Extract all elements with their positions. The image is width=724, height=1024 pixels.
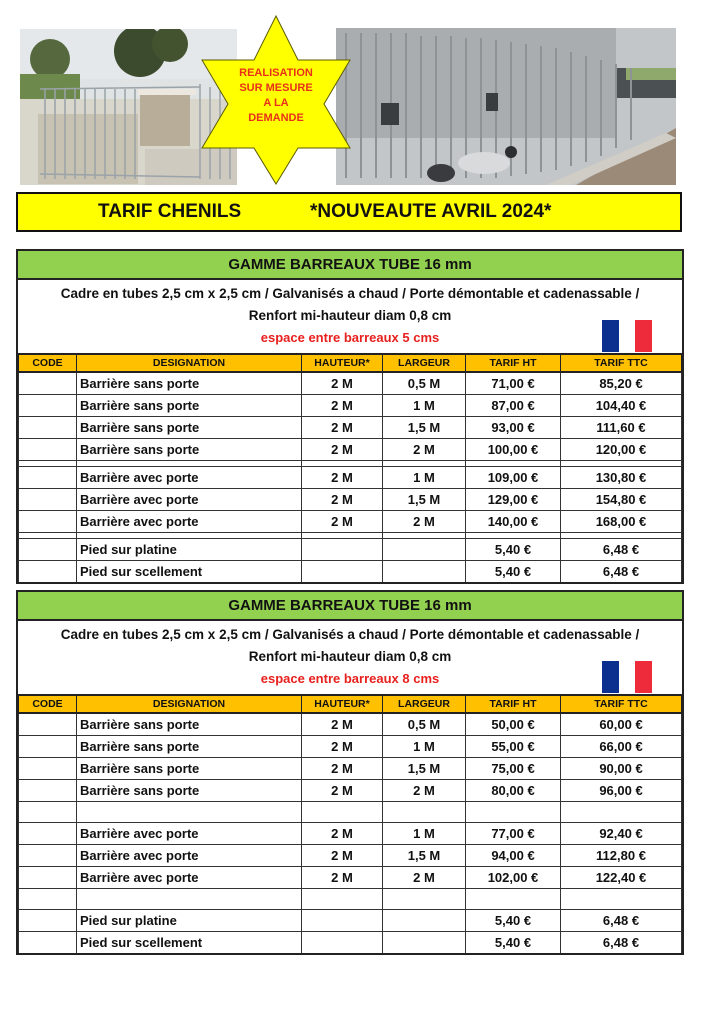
table-row: [19, 417, 682, 439]
column-header: TARIF TTC: [561, 695, 682, 713]
table-row: [19, 561, 682, 584]
table-row: [19, 713, 682, 736]
price-section-8cm: [16, 590, 684, 955]
designation-cell: Barrière sans porte: [77, 713, 302, 736]
table-row: [19, 372, 682, 395]
width-cell: [383, 932, 466, 955]
designation-cell: Pied sur scellement: [77, 932, 302, 955]
empty-cell: [383, 802, 466, 823]
table-row: [19, 758, 682, 780]
designation-cell: Barrière avec porte: [77, 489, 302, 511]
designation-cell: Barrière sans porte: [77, 758, 302, 780]
height-cell: 2 M: [302, 439, 383, 461]
empty-cell: [561, 889, 682, 910]
height-cell: [302, 932, 383, 955]
price-ttc-cell: 130,80 €: [561, 467, 682, 489]
star-badge-text: [200, 66, 352, 126]
table-row: [19, 467, 682, 489]
empty-cell: [466, 802, 561, 823]
column-header: DESIGNATION: [77, 695, 302, 713]
table-row: [19, 910, 682, 932]
table-row: [19, 823, 682, 845]
description-line-1: Cadre en tubes 2,5 cm x 2,5 cm / Galvanisés a chaud / Porte démontable et cadenassable /: [60, 627, 640, 642]
designation-cell: Pied sur scellement: [77, 561, 302, 584]
price-table: [18, 694, 682, 955]
code-cell: [19, 758, 77, 780]
designation-cell: Barrière avec porte: [77, 823, 302, 845]
width-cell: 1 M: [383, 823, 466, 845]
code-cell: [19, 867, 77, 889]
table-row: [19, 395, 682, 417]
code-cell: [19, 932, 77, 955]
kennel-photo-right: [336, 28, 676, 185]
column-header: TARIF TTC: [561, 354, 682, 372]
width-cell: [383, 910, 466, 932]
height-cell: 2 M: [302, 372, 383, 395]
description-line-2: Renfort mi-hauteur diam 0,8 cm: [248, 649, 452, 664]
price-ht-cell: 55,00 €: [466, 736, 561, 758]
empty-cell: [383, 889, 466, 910]
price-ttc-cell: 66,00 €: [561, 736, 682, 758]
section-title: GAMME BARREAUX TUBE 16 mm: [18, 249, 682, 280]
designation-cell: Pied sur platine: [77, 910, 302, 932]
price-ht-cell: 102,00 €: [466, 867, 561, 889]
height-cell: 2 M: [302, 758, 383, 780]
empty-cell: [302, 889, 383, 910]
price-ht-cell: 5,40 €: [466, 561, 561, 584]
price-ht-cell: 87,00 €: [466, 395, 561, 417]
price-ttc-cell: 92,40 €: [561, 823, 682, 845]
designation-cell: Barrière sans porte: [77, 439, 302, 461]
price-ttc-cell: 104,40 €: [561, 395, 682, 417]
section-description: [18, 621, 682, 694]
designation-cell: Barrière sans porte: [77, 395, 302, 417]
bar-spacing-note: espace entre barreaux 8 cms: [260, 671, 440, 686]
width-cell: 1 M: [383, 467, 466, 489]
height-cell: 2 M: [302, 823, 383, 845]
price-ttc-cell: 60,00 €: [561, 713, 682, 736]
price-ht-cell: 50,00 €: [466, 713, 561, 736]
width-cell: 1 M: [383, 395, 466, 417]
code-cell: [19, 417, 77, 439]
height-cell: 2 M: [302, 845, 383, 867]
french-flag-icon: [602, 320, 652, 352]
price-ht-cell: 71,00 €: [466, 372, 561, 395]
height-cell: 2 M: [302, 417, 383, 439]
french-flag-icon: [602, 661, 652, 693]
height-cell: 2 M: [302, 467, 383, 489]
width-cell: 1,5 M: [383, 489, 466, 511]
price-ttc-cell: 168,00 €: [561, 511, 682, 533]
price-ht-cell: 75,00 €: [466, 758, 561, 780]
price-section-5cm: [16, 249, 684, 584]
description-line-2: Renfort mi-hauteur diam 0,8 cm: [248, 308, 452, 323]
code-cell: [19, 736, 77, 758]
height-cell: [302, 910, 383, 932]
column-header-row: [19, 354, 682, 372]
width-cell: [383, 561, 466, 584]
column-header: LARGEUR: [383, 695, 466, 713]
price-ht-cell: 94,00 €: [466, 845, 561, 867]
column-header: TARIF HT: [466, 354, 561, 372]
flag-blue-band: [602, 661, 619, 693]
width-cell: [383, 539, 466, 561]
empty-cell: [561, 802, 682, 823]
price-ttc-cell: 6,48 €: [561, 910, 682, 932]
column-header: HAUTEUR*: [302, 354, 383, 372]
table-row: [19, 439, 682, 461]
code-cell: [19, 511, 77, 533]
column-header: CODE: [19, 354, 77, 372]
height-cell: 2 M: [302, 736, 383, 758]
column-header: TARIF HT: [466, 695, 561, 713]
designation-cell: Barrière avec porte: [77, 511, 302, 533]
price-ht-cell: 93,00 €: [466, 417, 561, 439]
price-ht-cell: 5,40 €: [466, 910, 561, 932]
column-header: DESIGNATION: [77, 354, 302, 372]
width-cell: 2 M: [383, 439, 466, 461]
height-cell: 2 M: [302, 489, 383, 511]
empty-cell: [19, 802, 77, 823]
designation-cell: Barrière sans porte: [77, 736, 302, 758]
height-cell: 2 M: [302, 780, 383, 802]
flag-red-band: [635, 661, 652, 693]
separator-row: [19, 802, 682, 823]
price-ttc-cell: 111,60 €: [561, 417, 682, 439]
description-line-1: Cadre en tubes 2,5 cm x 2,5 cm / Galvanisés a chaud / Porte démontable et cadenassable /: [60, 286, 640, 301]
height-cell: 2 M: [302, 511, 383, 533]
designation-cell: Pied sur platine: [77, 539, 302, 561]
code-cell: [19, 539, 77, 561]
price-ht-cell: 109,00 €: [466, 467, 561, 489]
price-ht-cell: 5,40 €: [466, 932, 561, 955]
price-ttc-cell: 122,40 €: [561, 867, 682, 889]
table-row: [19, 932, 682, 955]
height-cell: 2 M: [302, 395, 383, 417]
star-line: A LA: [263, 97, 289, 109]
flag-blue-band: [602, 320, 619, 352]
price-ht-cell: 129,00 €: [466, 489, 561, 511]
star-line: DEMANDE: [248, 112, 304, 124]
price-ht-cell: 100,00 €: [466, 439, 561, 461]
width-cell: 2 M: [383, 867, 466, 889]
code-cell: [19, 780, 77, 802]
price-ttc-cell: 90,00 €: [561, 758, 682, 780]
column-header-row: [19, 695, 682, 713]
price-ttc-cell: 6,48 €: [561, 932, 682, 955]
price-ttc-cell: 6,48 €: [561, 561, 682, 584]
column-header: LARGEUR: [383, 354, 466, 372]
width-cell: 1,5 M: [383, 758, 466, 780]
section-description: [18, 280, 682, 353]
designation-cell: Barrière sans porte: [77, 372, 302, 395]
width-cell: 1,5 M: [383, 845, 466, 867]
price-ttc-cell: 112,80 €: [561, 845, 682, 867]
star-line: SUR MESURE: [239, 82, 313, 94]
designation-cell: Barrière avec porte: [77, 845, 302, 867]
price-ttc-cell: 85,20 €: [561, 372, 682, 395]
table-row: [19, 489, 682, 511]
code-cell: [19, 439, 77, 461]
separator-row: [19, 889, 682, 910]
price-ttc-cell: 96,00 €: [561, 780, 682, 802]
designation-cell: Barrière avec porte: [77, 867, 302, 889]
price-ht-cell: 77,00 €: [466, 823, 561, 845]
bar-spacing-note: espace entre barreaux 5 cms: [260, 330, 440, 345]
height-cell: 2 M: [302, 867, 383, 889]
title-banner: [16, 192, 682, 232]
empty-cell: [77, 802, 302, 823]
height-cell: 2 M: [302, 713, 383, 736]
page-subtitle: *NOUVEAUTE AVRIL 2024*: [310, 201, 552, 222]
table-row: [19, 867, 682, 889]
price-ttc-cell: 6,48 €: [561, 539, 682, 561]
width-cell: 0,5 M: [383, 372, 466, 395]
designation-cell: Barrière sans porte: [77, 780, 302, 802]
code-cell: [19, 372, 77, 395]
price-ht-cell: 140,00 €: [466, 511, 561, 533]
code-cell: [19, 845, 77, 867]
height-cell: [302, 561, 383, 584]
code-cell: [19, 910, 77, 932]
designation-cell: Barrière avec porte: [77, 467, 302, 489]
price-ttc-cell: 154,80 €: [561, 489, 682, 511]
width-cell: 2 M: [383, 511, 466, 533]
empty-cell: [302, 802, 383, 823]
flag-red-band: [635, 320, 652, 352]
price-ht-cell: 5,40 €: [466, 539, 561, 561]
code-cell: [19, 823, 77, 845]
width-cell: 1,5 M: [383, 417, 466, 439]
designation-cell: Barrière sans porte: [77, 417, 302, 439]
code-cell: [19, 713, 77, 736]
empty-cell: [466, 889, 561, 910]
code-cell: [19, 489, 77, 511]
code-cell: [19, 395, 77, 417]
price-ttc-cell: 120,00 €: [561, 439, 682, 461]
column-header: HAUTEUR*: [302, 695, 383, 713]
star-line: REALISATION: [239, 67, 313, 79]
table-row: [19, 511, 682, 533]
width-cell: 0,5 M: [383, 713, 466, 736]
width-cell: 2 M: [383, 780, 466, 802]
price-ht-cell: 80,00 €: [466, 780, 561, 802]
height-cell: [302, 539, 383, 561]
empty-cell: [77, 889, 302, 910]
table-row: [19, 780, 682, 802]
column-header: CODE: [19, 695, 77, 713]
price-table: [18, 353, 682, 584]
table-row: [19, 845, 682, 867]
table-row: [19, 736, 682, 758]
table-row: [19, 539, 682, 561]
width-cell: 1 M: [383, 736, 466, 758]
page-title: TARIF CHENILS: [98, 201, 242, 222]
code-cell: [19, 467, 77, 489]
section-title: GAMME BARREAUX TUBE 16 mm: [18, 590, 682, 621]
code-cell: [19, 561, 77, 584]
empty-cell: [19, 889, 77, 910]
